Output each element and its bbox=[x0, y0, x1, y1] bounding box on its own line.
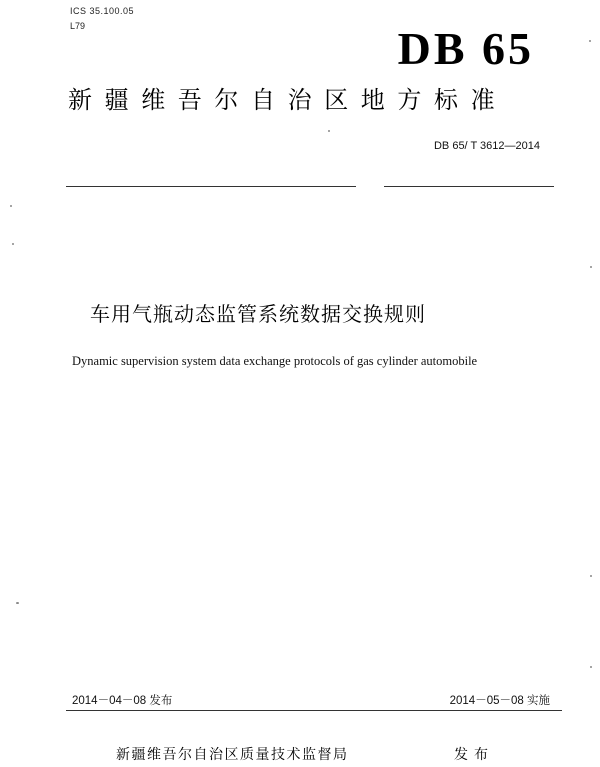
footer-divider bbox=[66, 710, 562, 711]
header-divider-left bbox=[66, 186, 356, 187]
standard-number: DB 65/ T 3612—2014 bbox=[433, 140, 540, 152]
standard-code-mark: DB 65 bbox=[397, 23, 534, 74]
issuing-authority: 新疆维吾尔自治区质量技术监督局 bbox=[116, 747, 349, 763]
ccs-code: L79 bbox=[70, 21, 86, 31]
release-date: 2014－04－08 发布 bbox=[72, 695, 173, 707]
ics-code: ICS 35.100.05 bbox=[70, 6, 135, 16]
scan-speck bbox=[590, 575, 592, 577]
scan-speck bbox=[16, 602, 19, 604]
scan-speck bbox=[10, 205, 12, 207]
document-title-chinese: 车用气瓶动态监管系统数据交换规则 bbox=[90, 302, 426, 326]
document-title-english: Dynamic supervision system data exchange protocols of gas cylinder automobile bbox=[72, 354, 478, 368]
standard-type-heading: 新疆维吾尔自治区地方标准 bbox=[68, 86, 508, 114]
publish-label: 发布 bbox=[454, 747, 494, 763]
scan-speck bbox=[12, 243, 14, 245]
scan-speck bbox=[590, 666, 592, 668]
header-divider-right bbox=[384, 186, 554, 187]
scan-speck bbox=[328, 130, 330, 132]
scan-speck bbox=[589, 40, 591, 42]
implementation-date: 2014－05－08 实施 bbox=[449, 695, 550, 707]
scan-speck bbox=[590, 266, 592, 268]
